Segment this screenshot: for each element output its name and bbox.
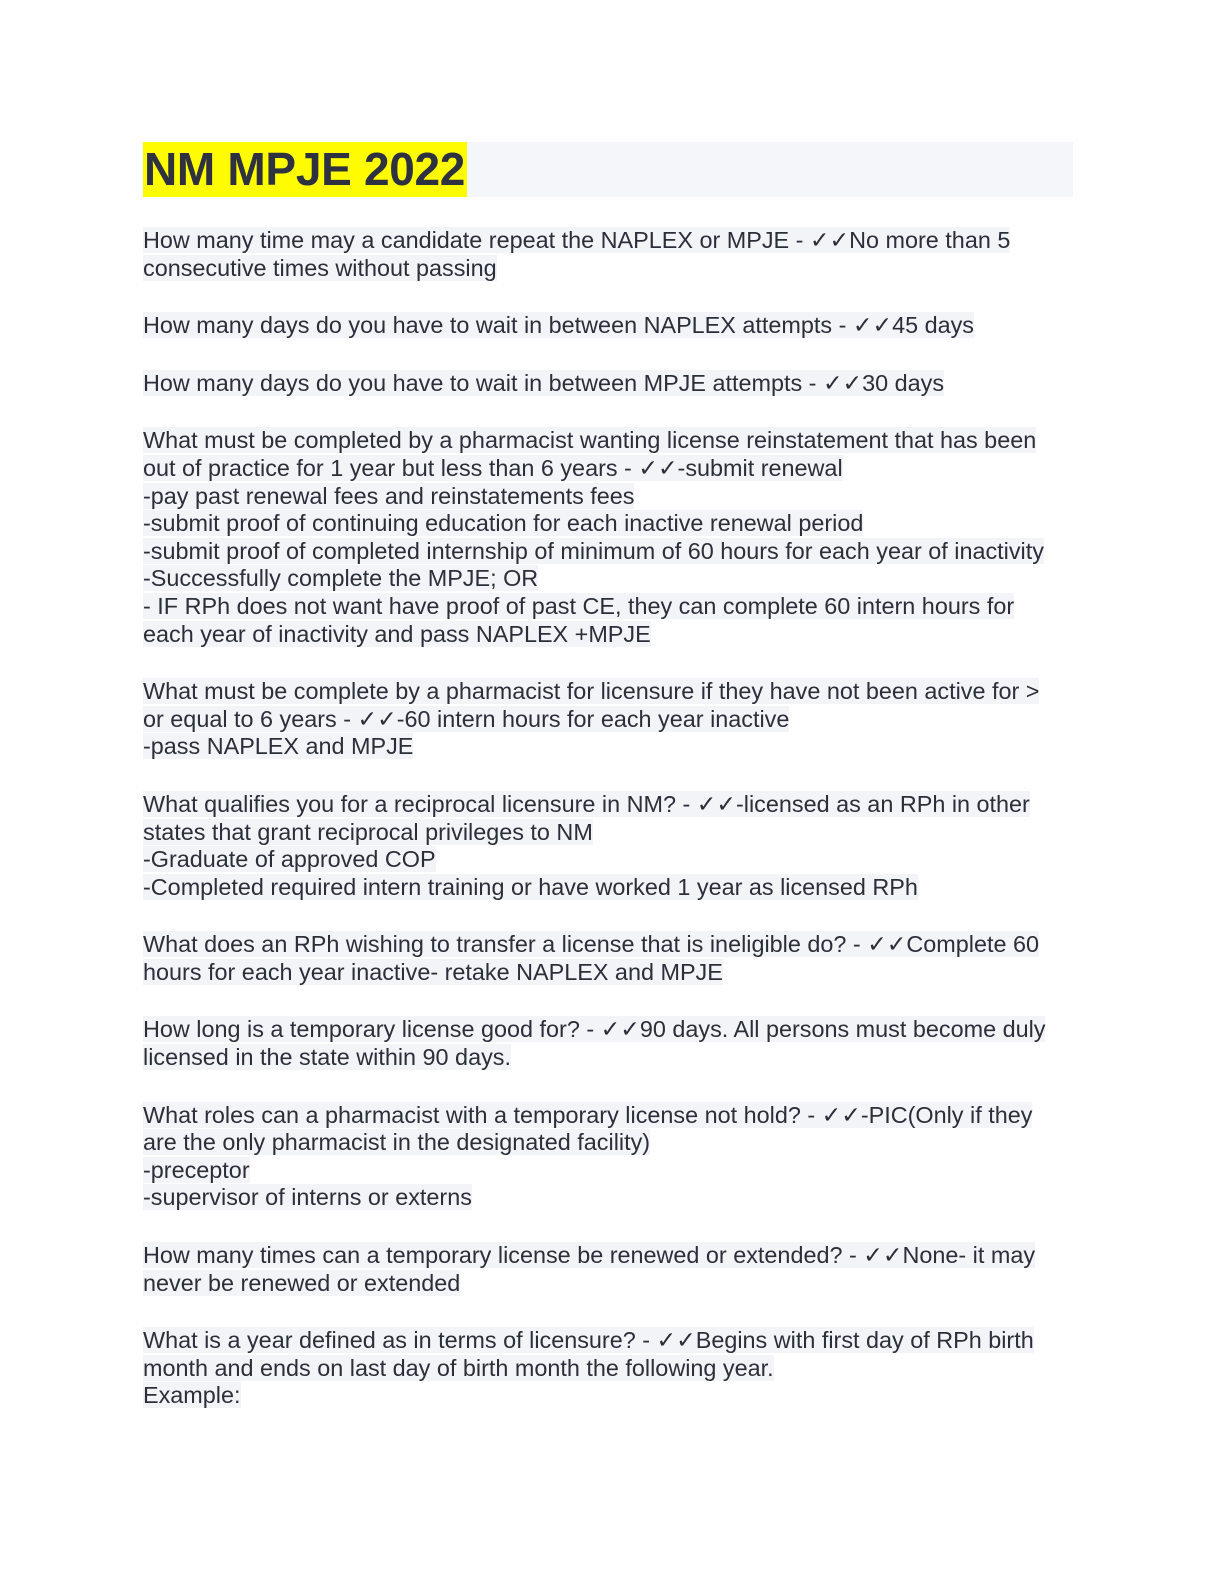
qa-line xyxy=(143,483,1073,511)
qa-line xyxy=(143,1129,1073,1157)
qa-line-text: licensed in the state within 90 days. xyxy=(143,1044,511,1071)
qa-item xyxy=(143,1102,1073,1212)
qa-item xyxy=(143,227,1073,282)
qa-line xyxy=(143,621,1073,649)
qa-line-text: What is a year defined as in terms of licensure? - ✓✓Begins with first day of RPh birth xyxy=(143,1327,1034,1354)
page-title: NM MPJE 2022 xyxy=(144,143,466,195)
qa-item xyxy=(143,791,1073,901)
qa-line-text: -pay past renewal fees and reinstatements fees xyxy=(143,482,635,509)
qa-line xyxy=(143,1355,1073,1383)
qa-list xyxy=(143,227,1073,1410)
title-bar xyxy=(143,142,1073,197)
qa-line xyxy=(143,312,1073,340)
qa-line xyxy=(143,1102,1073,1130)
qa-line-text: -Graduate of approved COP xyxy=(143,846,436,873)
qa-line-text: -submit proof of continuing education for each inactive renewal period xyxy=(143,510,864,537)
qa-item xyxy=(143,370,1073,398)
qa-item xyxy=(143,312,1073,340)
qa-line-text: How many time may a candidate repeat the NAPLEX or MPJE - ✓✓No more than 5 xyxy=(143,227,1011,253)
qa-line-text: How long is a temporary license good for? - ✓✓90 days. All persons must become duly xyxy=(143,1016,1046,1043)
qa-line-text: What qualifies you for a reciprocal licensure in NM? - ✓✓-licensed as an RPh in other xyxy=(143,790,1030,817)
qa-item xyxy=(143,1242,1073,1297)
qa-line-text: consecutive times without passing xyxy=(143,254,497,281)
qa-line-text: out of practice for 1 year but less than 6 years - ✓✓-submit renewal xyxy=(143,454,843,481)
qa-line-text: What must be complete by a pharmacist for licensure if they have not been active for > xyxy=(143,678,1040,705)
qa-line xyxy=(143,427,1073,455)
qa-line xyxy=(143,1242,1073,1270)
qa-line-text: -Completed required intern training or have worked 1 year as licensed RPh xyxy=(143,873,918,900)
qa-line-text: How many days do you have to wait in between NAPLEX attempts - ✓✓45 days xyxy=(143,312,974,339)
qa-line xyxy=(143,1270,1073,1298)
qa-line xyxy=(143,959,1073,987)
qa-line xyxy=(143,455,1073,483)
qa-line-text: states that grant reciprocal privileges to NM xyxy=(143,818,593,845)
qa-line-text: -preceptor xyxy=(143,1156,250,1183)
qa-line xyxy=(143,593,1073,621)
qa-line-text: Example: xyxy=(143,1382,241,1409)
qa-line-text: -pass NAPLEX and MPJE xyxy=(143,733,414,760)
qa-line-text: What must be completed by a pharmacist wanting license reinstatement that has been xyxy=(143,427,1037,454)
qa-line-text: What does an RPh wishing to transfer a license that is ineligible do? - ✓✓Complete 60 xyxy=(143,931,1040,958)
qa-line xyxy=(143,791,1073,819)
qa-item xyxy=(143,427,1073,648)
qa-line xyxy=(143,370,1073,398)
qa-line xyxy=(143,1184,1073,1212)
qa-line xyxy=(143,538,1073,566)
qa-line xyxy=(143,255,1073,283)
qa-line-text: How many times can a temporary license be renewed or extended? - ✓✓None- it may xyxy=(143,1242,1036,1269)
qa-line xyxy=(143,565,1073,593)
qa-line-text: - IF RPh does not want have proof of past CE, they can complete 60 intern hours for xyxy=(143,592,1015,619)
qa-line xyxy=(143,1327,1073,1355)
qa-line xyxy=(143,227,1073,255)
qa-line xyxy=(143,678,1073,706)
qa-line-text: each year of inactivity and pass NAPLEX +MPJE xyxy=(143,620,651,647)
qa-item xyxy=(143,678,1073,761)
qa-line-text: -Successfully complete the MPJE; OR xyxy=(143,565,539,592)
qa-line xyxy=(143,819,1073,847)
qa-line xyxy=(143,1157,1073,1185)
qa-line xyxy=(143,1382,1073,1410)
qa-line-text: never be renewed or extended xyxy=(143,1269,461,1296)
qa-item xyxy=(143,1016,1073,1071)
qa-line xyxy=(143,510,1073,538)
qa-line-text: month and ends on last day of birth month the following year. xyxy=(143,1354,774,1381)
qa-line-text: -supervisor of interns or externs xyxy=(143,1184,472,1211)
qa-line xyxy=(143,1044,1073,1072)
qa-line xyxy=(143,931,1073,959)
qa-line-text: How many days do you have to wait in between MPJE attempts - ✓✓30 days xyxy=(143,369,945,396)
qa-line xyxy=(143,1016,1073,1044)
qa-line-text: or equal to 6 years - ✓✓-60 intern hours for each year inactive xyxy=(143,705,790,732)
document-page xyxy=(143,142,1073,1440)
qa-line xyxy=(143,846,1073,874)
qa-line-text: What roles can a pharmacist with a temporary license not hold? - ✓✓-PIC(Only if they xyxy=(143,1101,1033,1128)
qa-line-text: are the only pharmacist in the designated facility) xyxy=(143,1129,651,1156)
qa-line-text: hours for each year inactive- retake NAPLEX and MPJE xyxy=(143,958,723,985)
qa-item xyxy=(143,1327,1073,1410)
qa-line xyxy=(143,874,1073,902)
qa-line-text: -submit proof of completed internship of minimum of 60 hours for each year of inactivity xyxy=(143,537,1044,564)
qa-item xyxy=(143,931,1073,986)
qa-line xyxy=(143,706,1073,734)
qa-line xyxy=(143,733,1073,761)
